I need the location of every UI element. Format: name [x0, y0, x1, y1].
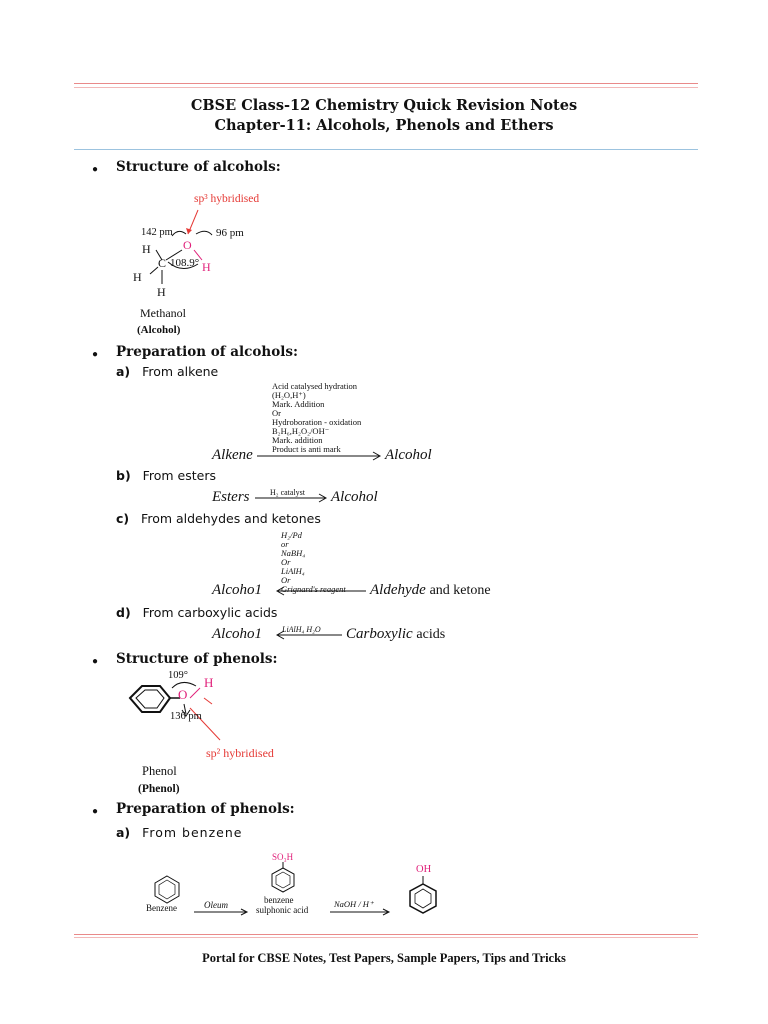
bullet-icon: ● [92, 806, 99, 817]
bottom-rule-red [74, 934, 698, 935]
item-text: From benzene [142, 825, 243, 840]
bullet-icon: ● [92, 164, 99, 175]
item-label: d) [116, 605, 131, 620]
carboxylic-rest: acids [416, 627, 446, 642]
condition-line: Grignard's reagent [281, 584, 346, 594]
title-rule-blue [74, 149, 698, 150]
item-label: a) [116, 825, 131, 840]
oxygen-atom: O [183, 238, 192, 252]
carboxylic-conditions: LiAlH₄ H₂O [282, 625, 321, 634]
phenol-oxygen: O [178, 687, 188, 702]
page-title-line1: CBSE Class-12 Chemistry Quick Revision Notes [190, 97, 578, 114]
aldehyde-right [370, 582, 491, 599]
methanol-caption: Methanol [140, 306, 186, 320]
aldehyde-rest: and ketone [429, 583, 491, 598]
hydrogen-bottom: H [157, 285, 166, 299]
alkene-right: Alcohol [385, 447, 432, 463]
alcohol-subcaption: (Alcohol) [137, 324, 181, 336]
aldehyde-word: Aldehyde [370, 582, 426, 598]
condition-line: Hydroboration - oxidation [272, 417, 362, 427]
arrow-left-icon [276, 585, 368, 597]
esters-right: Alcohol [331, 489, 378, 505]
bond-length-142: 142 pm [141, 227, 173, 238]
section-heading-structure-alcohols: Structure of alcohols: [116, 159, 281, 175]
sulphonic-group: SO₃H [272, 852, 294, 862]
carbon-atom: C [158, 256, 167, 270]
section-heading-preparation-alcohols: Preparation of alcohols: [116, 344, 298, 360]
phenol-bond-length: 136 pm [170, 711, 202, 722]
benzene-ring-icon [152, 874, 182, 904]
phenol-hybrid-label: sp² hybridised [206, 746, 274, 760]
condition-line: Acid catalysed hydration [272, 381, 357, 391]
bullet-icon: ● [92, 349, 99, 360]
hydrogen-left-bottom: H [133, 270, 142, 284]
alkene-left: Alkene [212, 447, 253, 463]
condition-line: NaBH₄ [281, 548, 306, 558]
condition-line: Mark. Addition [272, 399, 325, 409]
phenol-oh-group: OH [416, 864, 432, 875]
condition-line: (H₂O,H⁺) [272, 390, 306, 400]
condition-line: LiAlH₄ [281, 566, 305, 576]
condition-line: or [281, 539, 289, 549]
benzene-label: Benzene [146, 903, 177, 913]
condition-line: B₂H₆,H₂O₂/OH⁻ [272, 426, 330, 436]
top-rule-red [74, 83, 698, 84]
footer-text: Portal for CBSE Notes, Test Papers, Sample Papers, Tips and Tricks [202, 951, 566, 965]
hybrid-label: sp³ hybridised [194, 193, 260, 205]
bond-length-96: 96 pm [216, 227, 244, 239]
condition-line: Product is anti mark [272, 444, 341, 454]
arrow-right-icon [194, 908, 250, 916]
condition-line: Or [281, 575, 291, 585]
intermediate-line2: sulphonic acid [256, 905, 309, 915]
sulphonic-ring-icon [268, 862, 298, 894]
item-b-esters [116, 468, 216, 483]
bottom-rule-red-2 [74, 937, 698, 938]
phenol-ring-icon [406, 876, 440, 916]
section-heading-structure-phenols: Structure of phenols: [116, 651, 278, 667]
condition-line: Mark. addition [272, 435, 323, 445]
esters-left: Esters [212, 489, 250, 505]
top-rule-red-2 [74, 87, 698, 88]
condition-line: Or [281, 557, 291, 567]
page-title-line2: Chapter-11: Alcohols, Phenols and Ethers [214, 117, 554, 134]
benzene-scheme [144, 848, 464, 918]
item-c-aldehydes [116, 511, 321, 526]
hydrogen-oh: H [202, 260, 211, 274]
phenol-hydrogen: H [204, 675, 214, 690]
item-text: From esters [142, 468, 216, 483]
item-text: From carboxylic acids [142, 605, 278, 620]
item-label: b) [116, 468, 131, 483]
arrow-right-icon [255, 492, 329, 504]
phenol-subcaption: (Phenol) [138, 783, 180, 795]
carboxylic-word: Carboxylic [346, 626, 413, 642]
arrow-right-icon [330, 908, 392, 916]
reagent-naoh: NaOH / H⁺ [334, 899, 374, 909]
bond-angle: 108.9° [170, 257, 200, 269]
esters-conditions: H₂ catalyst [270, 488, 305, 497]
intermediate-line1: benzene [264, 895, 294, 905]
methanol-diagram [126, 188, 286, 338]
arrow-left-icon [276, 629, 344, 641]
item-label: c) [116, 511, 130, 526]
reagent-oleum: Oleum [204, 900, 228, 910]
arrow-right-icon [257, 450, 383, 462]
phenol-angle: 109° [168, 670, 188, 681]
aldehyde-left: Alcoho1 [212, 582, 262, 598]
hydrogen-left-top: H [142, 242, 151, 256]
item-text: From alkene [142, 364, 219, 379]
carboxylic-right [346, 626, 445, 643]
item-a-benzene [116, 825, 242, 840]
condition-line: Or [272, 408, 281, 418]
item-label: a) [116, 364, 131, 379]
phenol-diagram [120, 668, 310, 798]
item-text: From aldehydes and ketones [141, 511, 321, 526]
alkene-conditions [272, 382, 361, 454]
condition-line: H₂/Pd [281, 530, 302, 540]
item-d-carboxylic [116, 605, 277, 620]
item-a-alkene [116, 364, 218, 379]
section-heading-preparation-phenols: Preparation of phenols: [116, 801, 295, 817]
carboxylic-left: Alcoho1 [212, 626, 262, 642]
bullet-icon: ● [92, 656, 99, 667]
phenol-caption: Phenol [142, 764, 177, 778]
